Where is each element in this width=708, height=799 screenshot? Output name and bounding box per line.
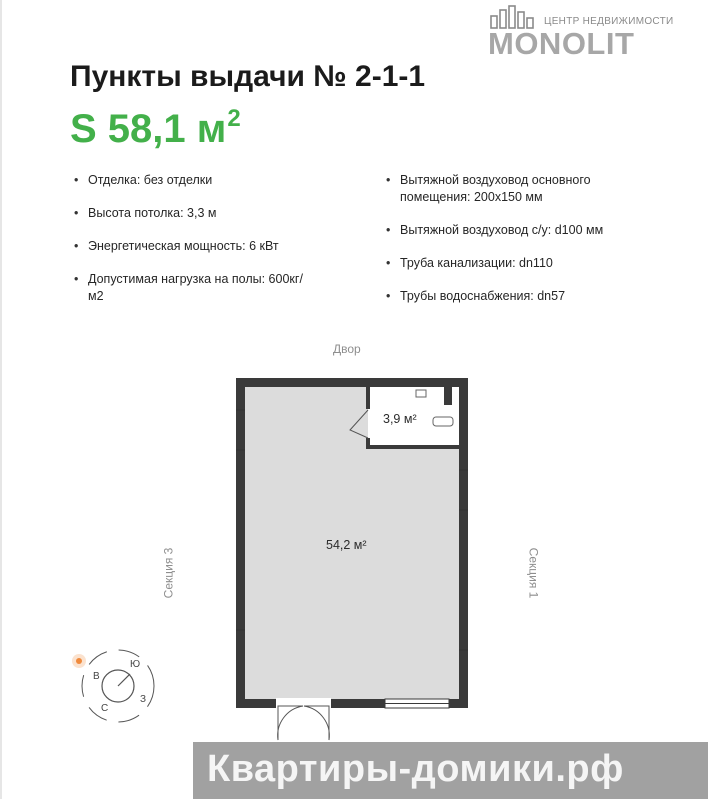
room-main-area: 54,2 м² xyxy=(326,538,367,552)
wc-wall-left-bottom xyxy=(366,438,370,449)
floor-plan xyxy=(0,330,708,799)
spec-item-main-vent: • Вытяжной воздуховод основного помещения: 200x150 мм xyxy=(386,172,630,206)
total-area-value: S 58,1 м xyxy=(70,107,227,151)
sink-icon xyxy=(416,390,426,397)
logo-wordmark: MONOLIT xyxy=(488,26,635,61)
compass-label-e: З xyxy=(140,694,147,705)
logo-subtitle: ЦЕНТР НЕДВИЖИМОСТИ xyxy=(544,16,674,27)
spec-item-floor-load: • Допустимая нагрузка на полы: 600кг/м2 xyxy=(74,271,318,305)
wc-wall-bottom xyxy=(368,445,459,449)
entrance-door-right xyxy=(304,706,329,740)
watermark-banner xyxy=(193,742,708,799)
spec-item-water: • Трубы водоснабжения: dn57 xyxy=(386,288,646,305)
monolit-logo xyxy=(488,4,708,60)
spec-item-ceiling: • Высота потолка: 3,3 м xyxy=(74,205,334,222)
spec-item-finish: • Отделка: без отделки xyxy=(74,172,334,189)
spec-item-power: • Энергетическая мощность: 6 кВт xyxy=(74,238,334,255)
entrance-door-left xyxy=(278,706,303,740)
label-section-3: Секция 3 xyxy=(161,547,176,599)
compass-label-w: В xyxy=(93,671,100,682)
watermark-text: Квартиры-домики.рф xyxy=(207,748,624,790)
compass-label-n: Ю xyxy=(130,659,141,670)
total-area-unit-sup: 2 xyxy=(227,105,241,132)
page-title: Пункты выдачи № 2-1-1 xyxy=(70,60,426,93)
wc-wall-left-top xyxy=(366,387,370,409)
spec-item-sewer: • Труба канализации: dn110 xyxy=(386,255,646,272)
specs-left-list xyxy=(74,172,334,321)
right-wall-column xyxy=(459,655,468,699)
compass-label-s: С xyxy=(101,703,109,714)
total-area xyxy=(70,105,241,152)
wc-niche-wall xyxy=(444,387,452,405)
spec-item-wc-vent: • Вытяжной воздуховод с/у: d100 мм xyxy=(386,222,646,239)
room-wc-area: 3,9 м² xyxy=(383,412,417,426)
specs-right-list xyxy=(386,172,646,321)
toilet-icon xyxy=(433,417,453,426)
label-yard: Двор xyxy=(333,342,361,356)
compass xyxy=(72,650,154,722)
sun-icon xyxy=(76,658,82,664)
label-section-1: Секция 1 xyxy=(526,547,541,599)
plan-drawing xyxy=(0,330,708,799)
